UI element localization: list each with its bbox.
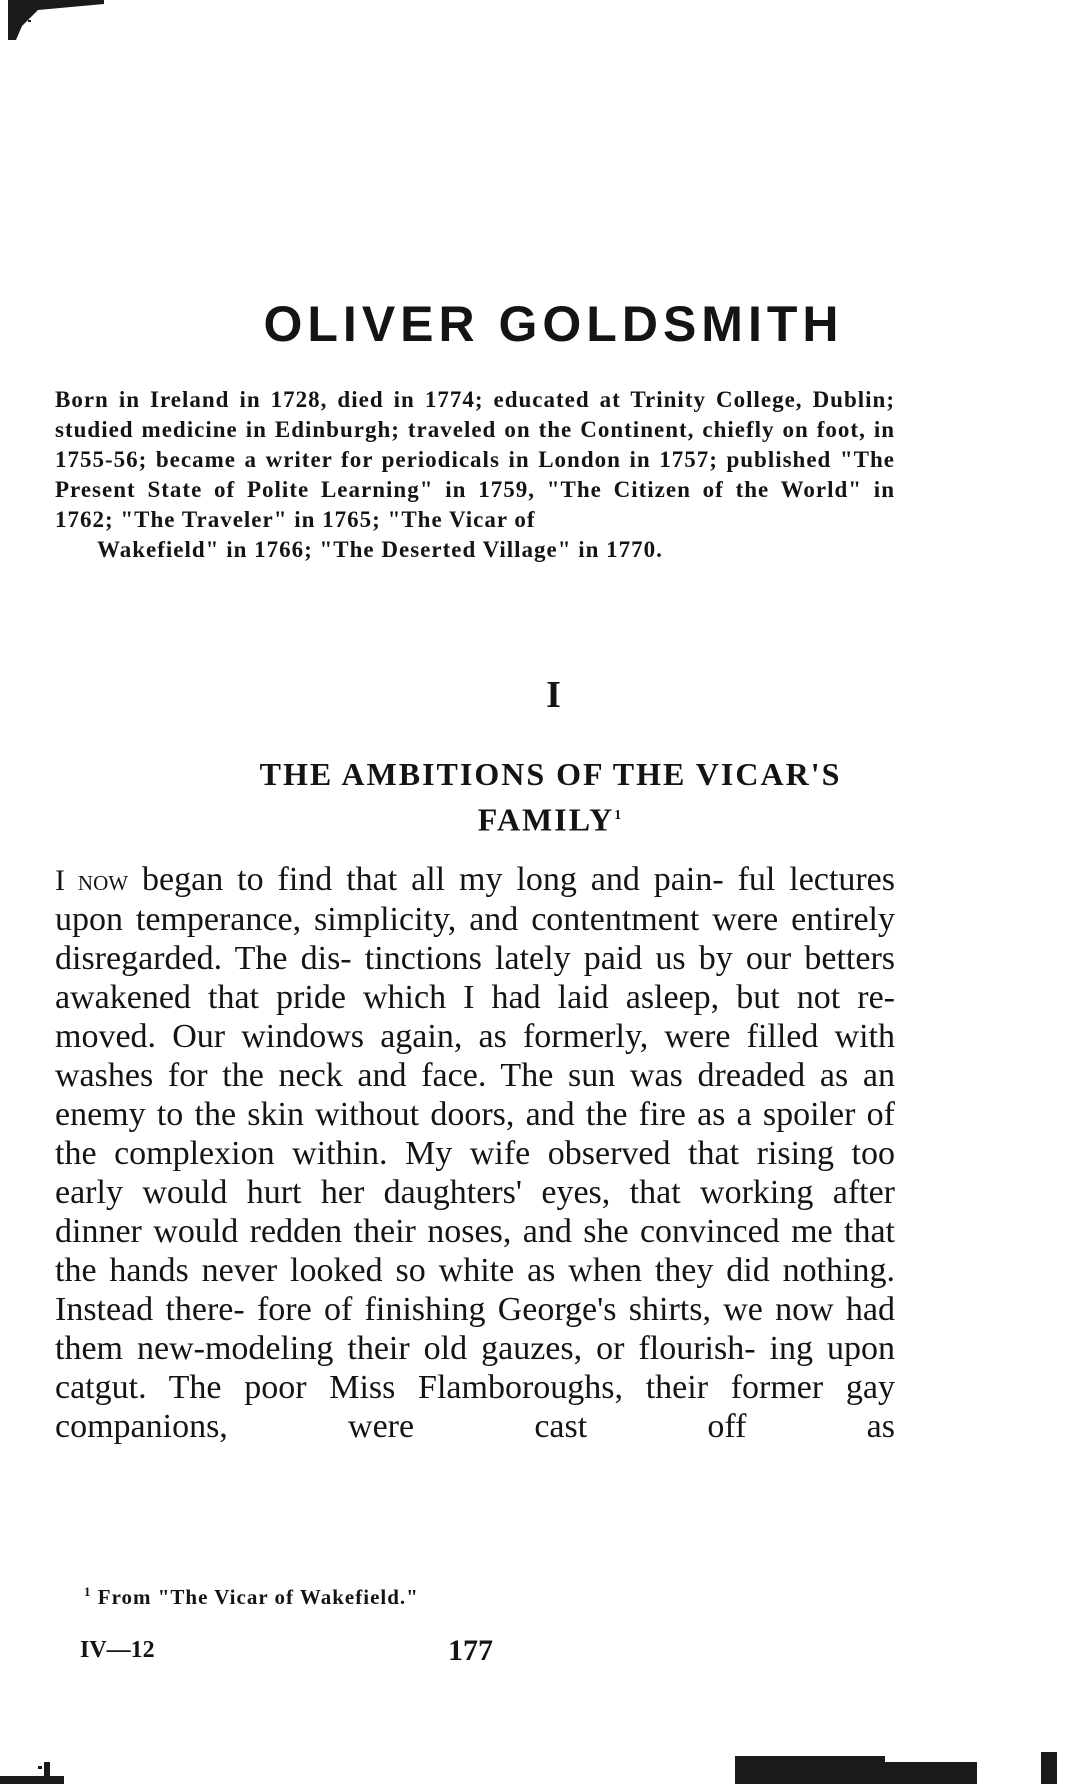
printer-signature: IV—12 (80, 1637, 155, 1663)
footnote (84, 1584, 419, 1610)
bio-line: for periodicals in London in 1757; published "The Present (55, 447, 896, 502)
body-line: tinctions lately paid us by our betters awakened (55, 940, 896, 1016)
footnote-text: From "The Vicar of Wakefield." (97, 1585, 419, 1609)
bio-line: the Continent, chiefly on foot, in 1755-56; became a writer (55, 417, 896, 472)
footnote-reference: 1 (614, 808, 624, 823)
body-line: ing upon catgut. The poor Miss Flamboroughs, (55, 1330, 895, 1406)
bio-line-last: Wakefield" in 1766; "The Deserted Village" in 1770. (97, 537, 663, 562)
body-line: sun was dreaded as an enemy to the skin without (55, 1057, 895, 1133)
body-line: moved. Our windows again, as formerly, were (55, 1018, 731, 1055)
body-line: filled with washes for the neck and face. The (55, 1018, 896, 1094)
author-biography (55, 385, 895, 565)
bio-line: College, Dublin; studied medicine in Edinburgh; traveled on (55, 387, 895, 442)
body-line: fore of finishing George's shirts, we now had (256, 1291, 896, 1328)
body-line: within. My wife observed that rising too early (55, 1135, 895, 1211)
bio-line: Born in Ireland in 1728, died in 1774; educated at Trinity (55, 387, 706, 412)
section-number: I (546, 674, 561, 716)
body-line: after dinner would redden their noses, and she (55, 1174, 896, 1250)
body-line: doors, and the fire as a spoiler of the complexion (55, 1096, 896, 1172)
body-line: that pride which I had laid asleep, but not re- (208, 979, 895, 1016)
body-line: would hurt her daughters' eyes, that working (142, 1174, 814, 1211)
footnote-marker: 1 (84, 1584, 92, 1599)
body-line: them new-modeling their old gauzes, or flourish- (55, 1330, 756, 1367)
body-line: their former gay companions, were cast off as (55, 1369, 896, 1445)
body-line: began to find that all my long and pain- (142, 861, 724, 898)
body-line: ful lectures upon temperance, simplicity, and (55, 861, 895, 938)
author-title: OLIVER GOLDSMITH (263, 296, 844, 352)
scan-edge-mark-left (0, 1740, 64, 1784)
body-line: white as when they did nothing. Instead there- (55, 1252, 896, 1328)
page-number: 177 (448, 1634, 493, 1667)
body-line: contentment were entirely disregarded. The dis- (55, 901, 895, 977)
chapter-title-line1: THE AMBITIONS OF THE VICAR'S (259, 756, 842, 792)
scan-corner-mark (8, 0, 104, 40)
body-text (55, 860, 895, 1446)
body-line: convinced me that the hands never looked so (55, 1213, 895, 1289)
chapter-title-line2: FAMILY (477, 801, 615, 838)
bio-line: World" in 1762; "The Traveler" in 1765; "The Vicar of (55, 477, 895, 532)
body-opening: I now (55, 864, 129, 897)
scan-edge-mark-right (735, 1752, 1067, 1784)
chapter-title (0, 754, 1067, 841)
bio-line: State of Polite Learning" in 1759, "The Citizen of the (147, 477, 770, 502)
